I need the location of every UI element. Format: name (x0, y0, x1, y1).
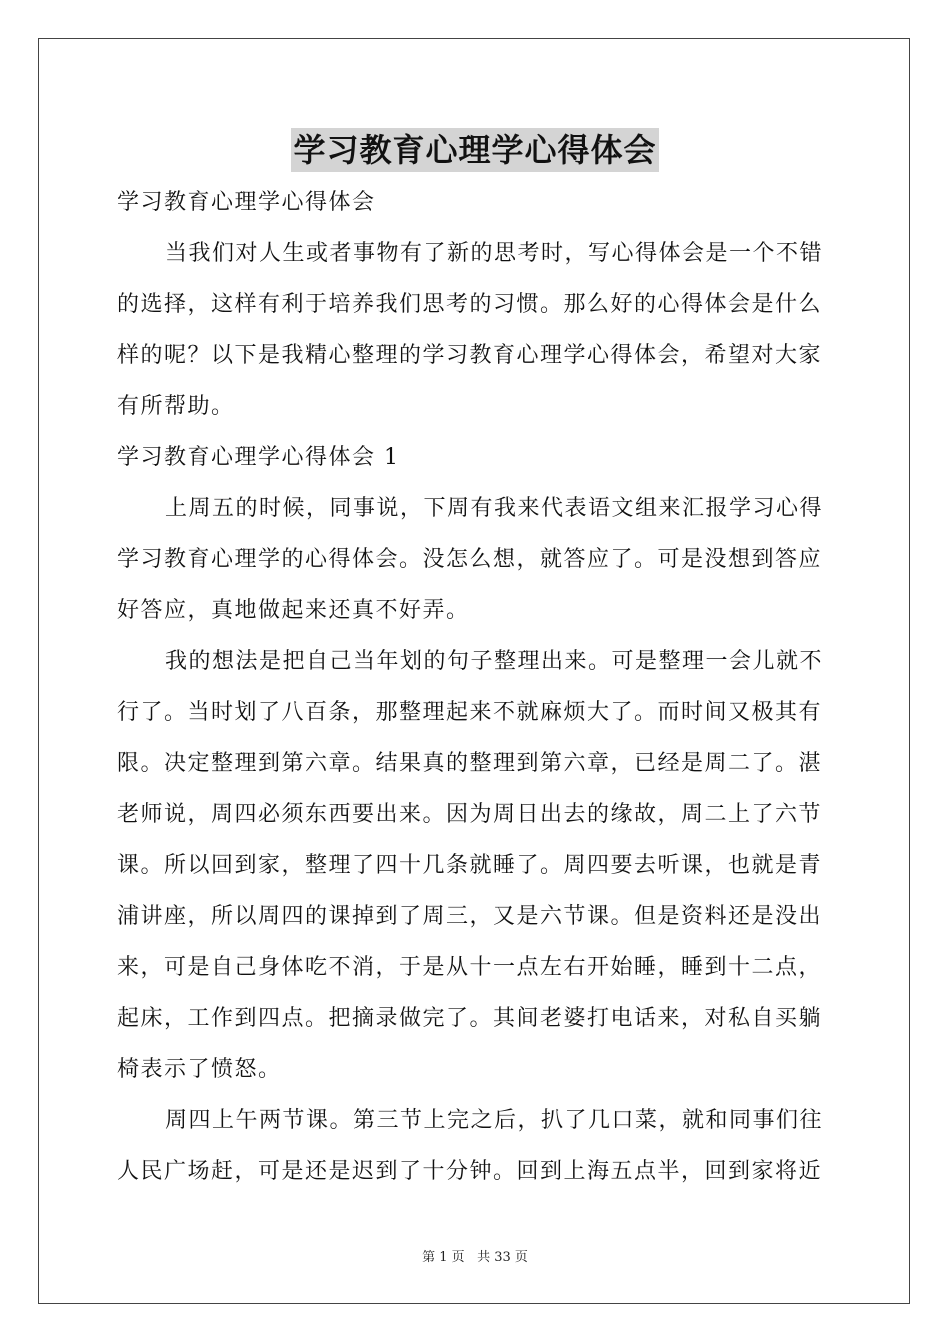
text-line: 限。决定整理到第六章。结果真的整理到第六章，已经是周二了。湛 (117, 751, 823, 776)
document-title-text: 学习教育心理学心得体会 (291, 128, 658, 172)
document-title (0, 128, 950, 172)
text-line: 有所帮助。 (117, 394, 235, 419)
text-line: 周四上午两节课。第三节上完之后，扒了几口菜，就和同事们往 (165, 1108, 824, 1133)
text-line: 行了。当时划了八百条，那整理起来不就麻烦大了。而时间又极其有 (117, 700, 823, 725)
text-line: 我的想法是把自己当年划的句子整理出来。可是整理一会儿就不 (165, 649, 824, 674)
text-line: 来，可是自己身体吃不消，于是从十一点左右开始睡，睡到十二点， (117, 955, 823, 980)
text-line: 椅表示了愤怒。 (117, 1057, 282, 1082)
page-number: 第 1 页 (422, 1250, 465, 1265)
text-line: 的选择，这样有利于培养我们思考的习惯。那么好的心得体会是什么 (117, 292, 823, 317)
text-line: 起床，工作到四点。把摘录做完了。其间老婆打电话来，对私自买躺 (117, 1006, 823, 1031)
section-heading: 学习教育心理学心得体会 1 (117, 445, 400, 470)
page-total: 共 33 页 (477, 1250, 528, 1265)
text-line: 上周五的时候，同事说，下周有我来代表语文组来汇报学习心得 (165, 496, 824, 521)
text-line: 样的呢？以下是我精心整理的学习教育心理学心得体会，希望对大家 (117, 343, 823, 368)
text-line: 当我们对人生或者事物有了新的思考时，写心得体会是一个不错 (165, 241, 824, 266)
text-line: 课。所以回到家，整理了四十几条就睡了。周四要去听课，也就是青 (117, 853, 823, 878)
text-line: 学习教育心理学心得体会 (117, 190, 376, 215)
document-body (117, 177, 833, 1197)
text-line: 老师说，周四必须东西要出来。因为周日出去的缘故，周二上了六节 (117, 802, 823, 827)
text-line: 人民广场赶，可是还是迟到了十分钟。回到上海五点半，回到家将近 (117, 1159, 823, 1184)
text-line: 学习教育心理学的心得体会。没怎么想，就答应了。可是没想到答应 (117, 547, 823, 572)
text-line: 好答应，真地做起来还真不好弄。 (117, 598, 470, 623)
text-line: 浦讲座，所以周四的课掉到了周三，又是六节课。但是资料还是没出 (117, 904, 823, 929)
page-footer (0, 1249, 950, 1267)
